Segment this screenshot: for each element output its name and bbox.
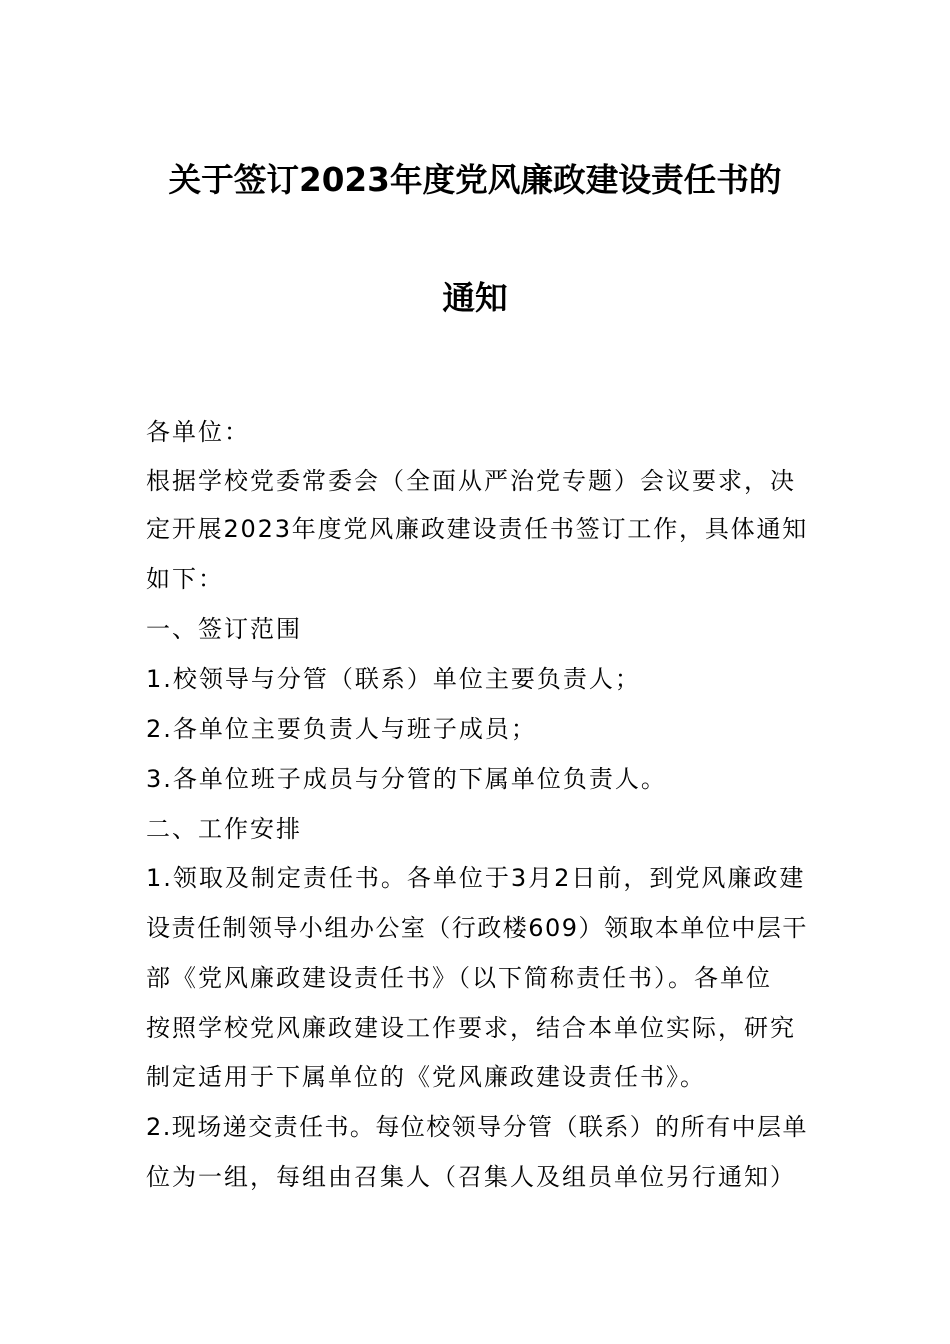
section-heading-1: 一、签订范围 [146, 615, 302, 643]
paragraph-line: 根据学校党委常委会（全面从严治党专题）会议要求，决 [146, 467, 796, 495]
paragraph-line: 制定适用于下属单位的《党风廉政建设责任书》。 [146, 1063, 706, 1091]
paragraph-line: 如下： [146, 565, 224, 593]
paragraph-line: 定开展2023年度党风廉政建设责任书签订工作，具体通知 [146, 515, 809, 543]
list-item: 3.各单位班子成员与分管的下属单位负责人。 [146, 765, 667, 793]
list-item: 1.校领导与分管（联系）单位主要负责人； [146, 665, 641, 693]
list-item: 2.各单位主要负责人与班子成员； [146, 715, 537, 743]
paragraph-line: 2.现场递交责任书。每位校领导分管（联系）的所有中层单 [146, 1113, 808, 1141]
section-heading-2: 二、工作安排 [146, 815, 302, 843]
paragraph-line: 部《党风廉政建设责任书》（以下简称责任书）。各单位 [146, 964, 772, 992]
title-line-2: 通知 [442, 279, 508, 317]
salutation: 各单位： [146, 418, 250, 446]
paragraph-line: 按照学校党风廉政建设工作要求，结合本单位实际，研究 [146, 1014, 796, 1042]
title-line-1: 关于签订2023年度党风廉政建设责任书的 [168, 161, 782, 199]
paragraph-line: 1.领取及制定责任书。各单位于3月2日前，到党风廉政建 [146, 864, 806, 892]
paragraph-line: 位为一组，每组由召集人（召集人及组员单位另行通知） [146, 1163, 796, 1191]
paragraph-line: 设责任制领导小组办公室（行政楼609）领取本单位中层干 [146, 914, 808, 942]
